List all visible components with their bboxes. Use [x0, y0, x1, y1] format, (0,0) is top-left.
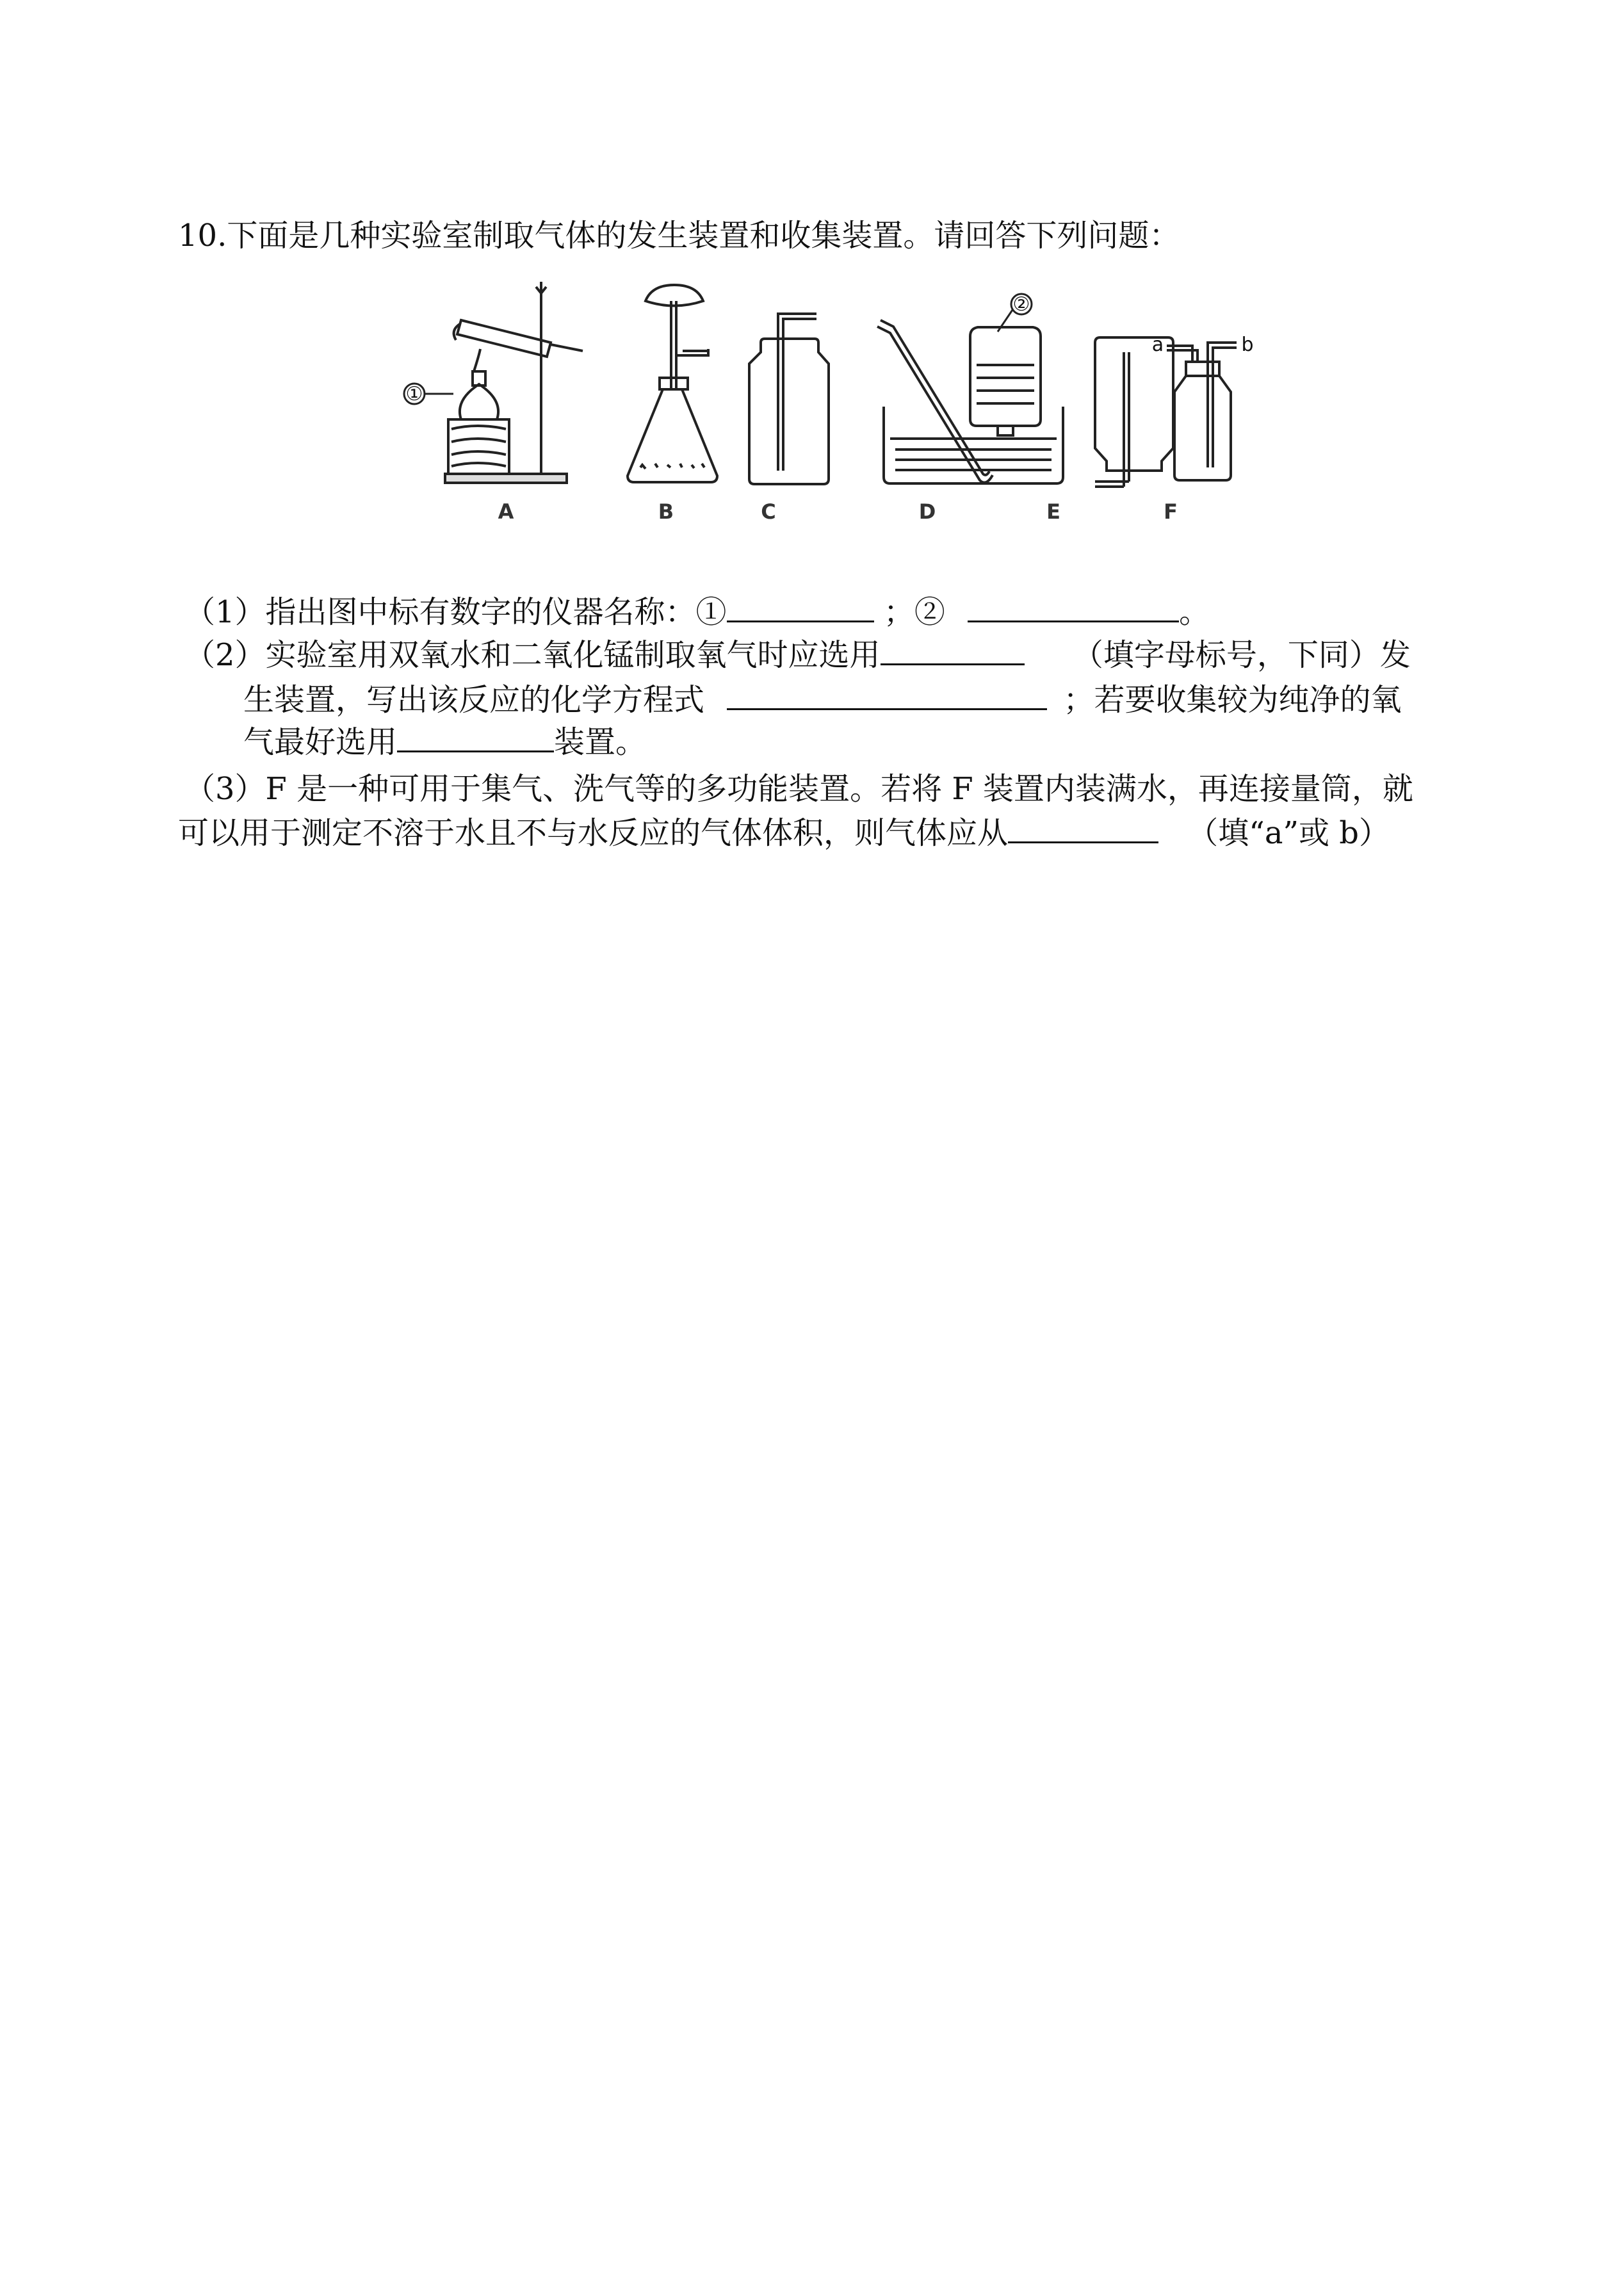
part2-line1-text-b: （填字母标号，下同）发: [1072, 637, 1411, 673]
apparatus-label-c: C: [761, 499, 776, 524]
part1-line: [184, 592, 1210, 631]
apparatus-label-d: D: [918, 499, 936, 524]
question-title: 10.下面是几种实验室制取气体的发生装置和收集装置。请回答下列问题：: [178, 218, 1180, 254]
apparatus-label-e: E: [1046, 499, 1060, 524]
part2-line3: [243, 722, 646, 761]
apparatus-figure: [378, 275, 1255, 538]
apparatus-label-f: F: [1164, 499, 1178, 524]
part2-line2-text-a: 生装置，写出该反应的化学方程式: [243, 682, 705, 718]
answer-blank-6[interactable]: [1008, 813, 1158, 843]
part2-line3-text-a: 气最好选用: [243, 724, 398, 760]
apparatus-f: [1167, 343, 1237, 480]
apparatus-a: [445, 282, 583, 483]
part2-line2: [243, 680, 1402, 719]
apparatus-d: [877, 320, 1063, 483]
part3-line2-text-a: 可以用于测定不溶于水且不与水反应的气体体积，则气体应从: [178, 815, 1009, 851]
part3-line1: （3）F 是一种可用于集气、洗气等的多功能装置。若将 F 装置内装满水，再连接量筒，就: [184, 771, 1413, 807]
part2-line2-text-b: ；若要收集较为纯净的氧: [1063, 682, 1402, 718]
apparatus-diagram: [378, 275, 1255, 538]
apparatus-label-a: A: [498, 499, 514, 524]
port-b-label: b: [1241, 334, 1254, 356]
part2-line1-text-a: （2）实验室用双氧水和二氧化锰制取氧气时应选用: [184, 637, 881, 673]
answer-blank-4[interactable]: [727, 680, 1047, 710]
apparatus-e: [1095, 337, 1173, 487]
apparatus-b: [628, 285, 717, 482]
marker-1-text: ①: [405, 383, 423, 405]
port-a-label: a: [1151, 334, 1164, 356]
part3-line2: [178, 813, 1390, 852]
answer-blank-3[interactable]: [881, 635, 1025, 665]
part1-text: （1）指出图中标有数字的仪器名称：①: [184, 594, 727, 630]
part1-separator: ；②: [883, 594, 945, 630]
apparatus-c: [749, 314, 829, 484]
apparatus-label-b: B: [658, 499, 674, 524]
marker-2-text: ②: [1012, 293, 1030, 316]
part2-line1: [184, 635, 1411, 674]
part3-line2-text-b: （填“a”或 b）: [1187, 815, 1390, 851]
answer-blank-5[interactable]: [397, 722, 554, 752]
part2-line3-text-b: 装置。: [554, 724, 647, 760]
answer-blank-2[interactable]: [968, 592, 1179, 622]
answer-blank-1[interactable]: [727, 592, 874, 622]
part1-end: 。: [1179, 594, 1210, 630]
